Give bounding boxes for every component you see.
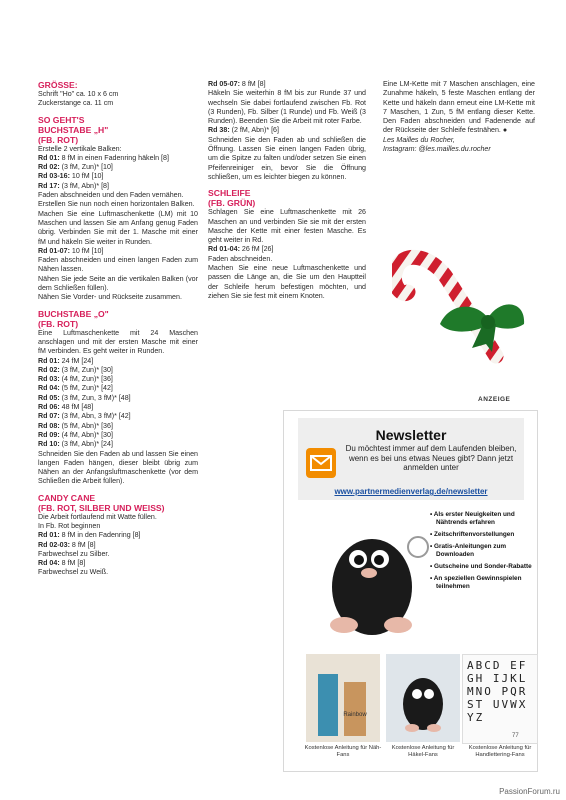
caption-crochet: Kostenlose Anleitung für Häkel-Fans: [391, 745, 455, 758]
heading-line: (FB. ROT): [38, 134, 79, 145]
paragraph: Farbwechsel zu Weiß.: [38, 568, 109, 577]
paragraph: Faden abschneiden und einen langen Faden zum Nähen lassen.: [38, 256, 198, 274]
paragraph: Eine Luftmaschenkette mit 24 Maschen anschlagen und mit der ersten Masche mit einer fM verbinden. Es geht weiter in Runden.: [38, 328, 198, 356]
size-line-1: Schrift "Ho" ca. 10 x 6 cm: [38, 90, 119, 98]
column-left: [38, 80, 198, 578]
round-label: Rd 38:: [208, 126, 230, 135]
end-mark-icon: ●: [502, 126, 508, 135]
round-value: (3 fM, Zun)* [10]: [59, 163, 113, 172]
round-value: 8 fM in den Fadenring [8]: [59, 531, 141, 540]
round-value: 10 fM [10]: [69, 246, 104, 255]
heading-line: BUCHSTABE „H": [38, 124, 109, 135]
heading-line: CANDY CANE: [38, 492, 96, 503]
round-value: (3 fM, Zun, 3 fM)* [48]: [59, 393, 131, 402]
round-label: Rd 01:: [38, 356, 60, 365]
round-label: Rd 02-03:: [38, 540, 70, 549]
newsletter-title: Newsletter: [375, 427, 447, 443]
round-label: Rd 01-07:: [38, 246, 70, 255]
round-row: [38, 559, 198, 568]
round-row: [38, 357, 198, 366]
round-value: (5 fM, Abn)* [36]: [59, 421, 113, 430]
round-row: [38, 384, 198, 393]
round-label: Rd 02:: [38, 365, 60, 374]
newsletter-ad[interactable]: [283, 410, 538, 772]
round-row: [38, 403, 198, 412]
heading-line: BUCHSTABE „O": [38, 308, 109, 319]
round-label: Rd 09:: [38, 430, 60, 439]
newsletter-banner: [298, 418, 524, 500]
signature-line-2: Instagram: @les.mailles.du.rocher: [383, 145, 491, 154]
round-row: [38, 154, 198, 163]
round-label: Rd 01:: [38, 531, 60, 540]
signature-line-1: Les Mailles du Rocher,: [383, 135, 455, 144]
round-row: [208, 245, 366, 254]
round-value: (4 fM, Abn)* [30]: [59, 430, 113, 439]
round-row: [38, 247, 198, 256]
paragraph: Faden abschneiden und den Faden vernähen.: [38, 191, 184, 200]
candy-cane-photo: [392, 208, 542, 378]
paragraph: Machen Sie eine Luftmaschenkette (LM) mit 10 Maschen und lassen Sie am Anfang genug Faden übrig. Verbinden Sie mit der 1. Masche mit einer fM und häkeln Sie weiter in Runden.: [38, 209, 198, 246]
round-value: 8 fM in einen Fadenring häkeln [8]: [59, 153, 169, 162]
round-row: [38, 541, 198, 550]
paragraph: Nähen Sie jede Seite an die vertikalen Balken (vor dem Schließen füllen).: [38, 274, 198, 293]
round-row: [38, 412, 198, 421]
heading-groesse: GRÖSSE:: [38, 80, 78, 90]
round-label: Rd 01-04:: [208, 245, 240, 254]
column-right: [383, 80, 535, 154]
round-row: [38, 440, 198, 449]
column-middle: [208, 80, 366, 301]
round-row: [38, 531, 198, 540]
round-label: Rd 17:: [38, 181, 60, 190]
heading-schleife: [208, 188, 366, 208]
paragraph: In Fb. Rot beginnen: [38, 521, 101, 530]
size-line-2: Zuckerstange ca. 11 cm: [38, 99, 114, 108]
benefit-item: • An speziellen Gewinnspielen teilnehmen: [430, 575, 522, 590]
paragraph: Machen Sie eine neue Luftmaschenkette und passen die Länge an, die Sie um den Hauptteil der Schleife herum befestigen möchten, und ziehen Sie sie fest mit einem Knoten.: [208, 264, 366, 300]
benefit-item: • Als erster Neuigkeiten und Nähtrends erfahren: [430, 511, 515, 526]
round-value: (3 fM, Abn, 3 fM)* [42]: [59, 412, 131, 421]
round-row: [208, 126, 366, 135]
round-label: Rd 07:: [38, 412, 60, 421]
round-value: 48 fM [48]: [59, 403, 94, 412]
thumb-crochet[interactable]: [386, 654, 460, 742]
round-row: [38, 163, 198, 172]
heading-line: (FB. GRÜN): [208, 198, 256, 209]
round-label: Rd 04:: [38, 559, 60, 568]
lettering-sample: ABCD EFGH IJKL MNO PQRST UVWXYZ: [467, 659, 528, 724]
paragraph: Schneiden Sie den Faden ab und lassen Sie einen langen Faden hängen, dieser bleibt übrig zum Nähen an der Anfangsluftmaschenkette (vor dem Schließen die Arbeit füllen).: [38, 449, 198, 486]
paragraph: Die Arbeit fortlaufend mit Watte füllen.: [38, 512, 157, 521]
round-label: Rd 08:: [38, 421, 60, 430]
caption-sewing: Kostenlose Anleitung für Näh-Fans: [304, 745, 382, 758]
row-list-o: [38, 357, 198, 450]
round-row: [38, 431, 198, 440]
benefit-item: • Gutscheine und Sonder-Rabatte: [430, 563, 532, 570]
paragraph-text: Eine LM-Kette mit 7 Maschen anschlagen, eine Zunahme häkeln, 5 feste Maschen entlang der Kette und häkeln dann erneut eine LM-Kette mit 7 Maschen, 1 Zun, 5 fM entlang dieser Kette. Den Faden abschneiden und Fadenende auf der Rückseite der Schleife festnähen.: [383, 80, 535, 135]
round-value: (2 fM, Abn)* [6]: [229, 126, 279, 135]
watermark: PassionForum.ru: [499, 787, 560, 796]
thumb-sewing[interactable]: [306, 654, 380, 742]
benefit-item: • Gratis-Anleitungen zum Downloaden: [430, 543, 507, 558]
round-value: 8 fM [8]: [59, 559, 86, 568]
paragraph: Schlagen Sie eine Luftmaschenkette mit 26 Maschen an und verbinden Sie sie mit der ersten Masche der Kette mit einer festen Masche. Es geht weiter in Rd.: [208, 208, 366, 245]
round-value: 24 fM [24]: [59, 356, 94, 365]
paragraph: Erstelle 2 vertikale Balken:: [38, 144, 122, 153]
ad-label: ANZEIGE: [478, 396, 511, 403]
heading-so-gehts: [38, 115, 198, 145]
newsletter-text: Du möchtest immer auf dem Laufenden bleiben, wenn es bei uns etwas Neues gibt? Dann jetzt anmelden unter: [345, 444, 517, 472]
round-label: Rd 10:: [38, 440, 60, 449]
benefit-list: [430, 511, 534, 595]
round-label: Rd 05-07:: [208, 80, 240, 88]
heading-buchstabe-o: [38, 309, 198, 329]
round-row: [38, 366, 198, 375]
row-list-h: [38, 154, 198, 191]
envelope-icon: [306, 448, 336, 478]
round-value: (3 fM, Zun)* [30]: [59, 365, 113, 374]
heading-line: (FB. ROT, SILBER UND WEISS): [38, 502, 165, 513]
heading-line: SO GEHT'S: [38, 114, 85, 125]
newsletter-link[interactable]: www.partnermedienverlag.de/newsletter: [334, 487, 488, 496]
round-row: [208, 80, 366, 89]
round-value: (3 fM, Abn)* [24]: [59, 440, 113, 449]
round-label: Rd 06:: [38, 403, 60, 412]
paragraph: Erstellen Sie nun noch einen horizontalen Balken.: [38, 200, 195, 209]
round-label: Rd 04:: [38, 384, 60, 393]
round-row: [38, 172, 198, 181]
paragraph: Schneiden Sie den Faden ab und schließen die Öffnung. Lassen Sie einen langen Faden übrig, um die Spitze zu falten und/oder setzen Sie einen Pfeifenreiniger ein, bevor Sie die Öffnung schließen, um es leichter biegen zu können.: [208, 135, 366, 181]
round-value: 8 fM [8]: [239, 80, 266, 88]
paragraph: Häkeln Sie weiterhin 8 fM bis zur Runde 37 und wechseln Sie dabei fortlaufend zwischen Fb. Rot (3 Runden), Fb. Silber (1 Runde) und Fb. Weiß (3 Runden). Beenden Sie die Arbeit mit roter Farbe.: [208, 89, 366, 126]
round-value: (3 fM, Abn)* [8]: [59, 181, 109, 190]
paragraph: Nähen Sie Vorder- und Rückseite zusammen.: [38, 293, 182, 302]
round-label: Rd 03:: [38, 375, 60, 384]
round-row: [38, 182, 198, 191]
heading-candy-cane: [38, 493, 198, 513]
thumb-lettering[interactable]: [462, 654, 538, 744]
round-label: Rd 01:: [38, 153, 60, 162]
round-row: [38, 422, 198, 431]
caption-lettering: Kostenlose Anleitung für Handlettering-Fans: [468, 745, 532, 758]
round-value: 10 fM [10]: [69, 172, 104, 181]
round-row: [38, 394, 198, 403]
round-value: (4 fM, Zun)* [36]: [59, 375, 113, 384]
benefit-item: • Zeitschriftenvorstellungen: [430, 531, 515, 538]
round-row: [38, 375, 198, 384]
heading-line: (FB. ROT): [38, 318, 79, 329]
paragraph: Faden abschneiden.: [208, 254, 273, 263]
page-number: 77: [512, 733, 519, 739]
round-value: (5 fM, Zun)* [42]: [59, 384, 113, 393]
heading-line: SCHLEIFE: [208, 188, 251, 199]
mole-keychain-photo: [314, 507, 429, 647]
round-label: Rd 02:: [38, 163, 60, 172]
round-label: Rd 05:: [38, 393, 60, 402]
paragraph: Farbwechsel zu Silber.: [38, 549, 110, 558]
paragraph: [383, 80, 535, 136]
round-value: 26 fM [26]: [239, 245, 274, 254]
round-value: 8 fM [8]: [69, 540, 96, 549]
thumb-tag-text: Rainbow: [343, 712, 367, 718]
round-label: Rd 03-16:: [38, 172, 70, 181]
